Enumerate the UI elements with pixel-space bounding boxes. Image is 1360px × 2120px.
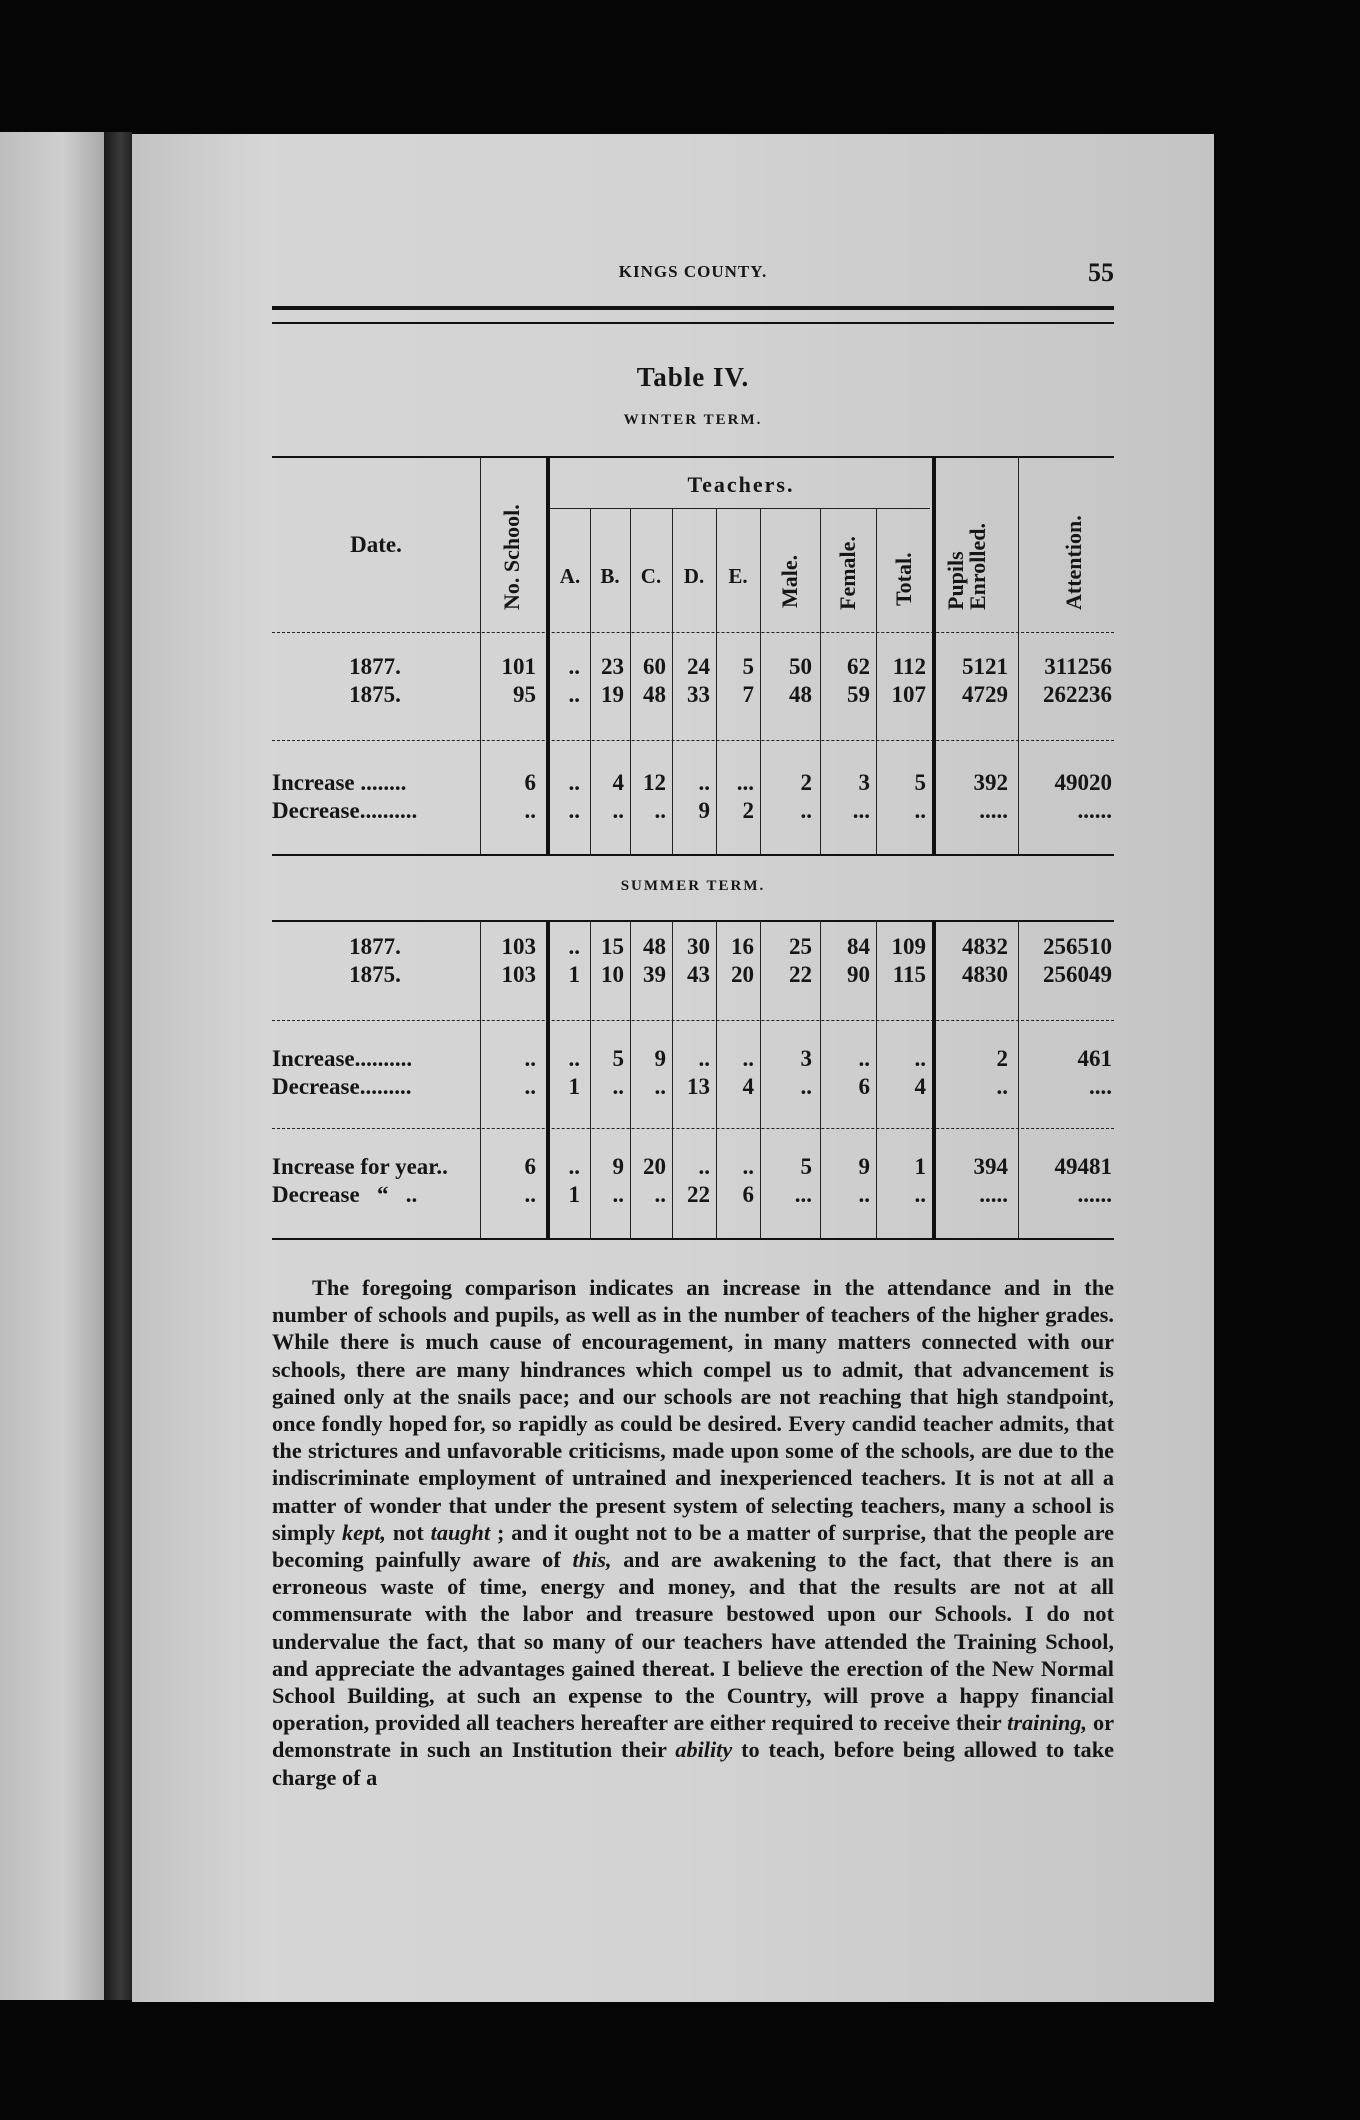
cell-d: 9 bbox=[698, 798, 710, 823]
text-run: or demonstrate in such an Institution their bbox=[272, 1710, 1114, 1763]
row-date: 1875. bbox=[349, 682, 401, 707]
table-row bbox=[272, 934, 1114, 962]
facing-page-edge bbox=[0, 132, 104, 2000]
cell-pupils: 4830 bbox=[962, 962, 1008, 987]
cell-total: .. bbox=[914, 1182, 926, 1207]
cell-male: 50 bbox=[789, 654, 812, 679]
cell-female: .. bbox=[858, 1182, 870, 1207]
cell-attention: 311256 bbox=[1044, 654, 1112, 679]
cell-d: 33 bbox=[687, 682, 710, 707]
header-attention: Attention. bbox=[1061, 515, 1086, 610]
cell-total: 109 bbox=[891, 934, 926, 959]
header-enrolled: Enrolled. bbox=[965, 522, 990, 610]
cell-e: 20 bbox=[731, 962, 754, 987]
row-label: Decrease.......... bbox=[272, 798, 418, 823]
cell-male: 22 bbox=[789, 962, 812, 987]
cell-d: 24 bbox=[687, 654, 710, 679]
cell-male: 25 bbox=[789, 934, 812, 959]
cell-a: .. bbox=[568, 682, 580, 707]
cell-school: 103 bbox=[501, 962, 536, 987]
cell-total: .. bbox=[914, 798, 926, 823]
table-row bbox=[272, 1074, 1114, 1102]
cell-b: .. bbox=[612, 1182, 624, 1207]
cell-female: 9 bbox=[858, 1154, 870, 1179]
cell-male: 3 bbox=[800, 1046, 812, 1071]
cell-b: 15 bbox=[601, 934, 624, 959]
cell-male: ... bbox=[794, 1182, 812, 1207]
cell-male: 2 bbox=[800, 770, 812, 795]
header-teachers: Teachers. bbox=[687, 472, 795, 497]
cell-pupils: ..... bbox=[979, 798, 1008, 823]
cell-e: ... bbox=[736, 770, 754, 795]
cell-attention: ...... bbox=[1077, 798, 1112, 823]
cell-c: .. bbox=[654, 1182, 666, 1207]
text-run: ; and it ought not to be a matter of surprise, that the people are becoming painfully aware of bbox=[272, 1519, 1114, 1573]
cell-pupils: 2 bbox=[996, 1046, 1008, 1071]
header-class-c: C. bbox=[640, 564, 662, 588]
summer-term-label: SUMMER TERM. bbox=[620, 878, 766, 894]
header-class-e: E. bbox=[728, 564, 748, 588]
cell-total: 112 bbox=[892, 654, 926, 679]
cell-pupils: 394 bbox=[973, 1154, 1008, 1179]
table-row bbox=[272, 1182, 1114, 1210]
cell-e: .. bbox=[742, 1046, 754, 1071]
text-run: and are awakening to the fact, that there is an erroneous waste of time, energy and money, and that the results are not at all commensurate with the labor and treasure bestowed upon our Schools. I do not undervalue the fact, that so many of our teachers have attended the Training School, and appreciate the advantages gained thereat. I believe the erection of the New Normal School Building, at such an expense to the Country, will prove a happy financial operation, provided all teachers hereafter are either required to receive their bbox=[272, 1547, 1114, 1736]
cell-a: .. bbox=[568, 798, 580, 823]
cell-a: .. bbox=[568, 1154, 580, 1179]
italic-ability: ability bbox=[675, 1737, 733, 1763]
cell-b: 9 bbox=[612, 1154, 624, 1179]
cell-b: 4 bbox=[612, 770, 624, 795]
row-date: 1877. bbox=[349, 934, 401, 959]
table-top-rule bbox=[272, 456, 1114, 458]
row-label: Increase ........ bbox=[272, 770, 407, 795]
cell-e: 6 bbox=[742, 1182, 754, 1207]
header-female: Female. bbox=[835, 536, 860, 610]
cell-d: 43 bbox=[687, 962, 710, 987]
page-number: 55 bbox=[1088, 258, 1114, 287]
cell-e: 5 bbox=[742, 654, 754, 679]
table-row bbox=[272, 1046, 1114, 1074]
cell-c: .. bbox=[654, 798, 666, 823]
cell-pupils: 5121 bbox=[962, 654, 1008, 679]
cell-school: .. bbox=[524, 1182, 536, 1207]
cell-total: 4 bbox=[914, 1074, 926, 1099]
cell-e: 2 bbox=[742, 798, 754, 823]
cell-attention: 262236 bbox=[1043, 682, 1112, 707]
cell-a: .. bbox=[568, 934, 580, 959]
cell-female: ... bbox=[852, 798, 870, 823]
italic-taught: taught bbox=[430, 1519, 491, 1545]
cell-male: .. bbox=[800, 1074, 812, 1099]
cell-school: .. bbox=[524, 1046, 536, 1071]
cell-d: 30 bbox=[687, 934, 710, 959]
cell-c: 9 bbox=[654, 1046, 666, 1071]
cell-b: 23 bbox=[601, 654, 624, 679]
cell-c: .. bbox=[654, 1074, 666, 1099]
cell-b: 5 bbox=[612, 1046, 624, 1071]
cell-c: 20 bbox=[643, 1154, 666, 1179]
row-label: Increase for year.. bbox=[272, 1154, 448, 1179]
table-row bbox=[272, 1154, 1114, 1182]
text-run: The foregoing comparison indicates an increase in the attendance and in the number of schools and pupils, as well as in the number of teachers of the higher grades. While there is much cause of encouragement, in many matters connected with our schools, there are many hindrances which compel us to admit, that advancement is gained only at the snails pace; and our schools are not reaching that high standpoint, once fondly hoped for, so rapidly as could be desired. Every candid teacher admits, that the strictures and unfavorable criticisms, made upon some of the schools, are due to the indiscriminate employment of untrained and inexperienced teachers. It is not at all a matter of wonder that under the present system of selecting teachers, many a school is simply bbox=[272, 1275, 1114, 1545]
teachers-group-rule bbox=[550, 508, 930, 509]
header-male: Male. bbox=[777, 554, 802, 608]
cell-a: 1 bbox=[568, 962, 580, 987]
cell-pupils: 392 bbox=[973, 770, 1008, 795]
cell-female: 90 bbox=[847, 962, 870, 987]
header-no-school: No. School. bbox=[499, 504, 524, 610]
cell-total: 1 bbox=[914, 1154, 926, 1179]
cell-b: .. bbox=[612, 1074, 624, 1099]
cell-female: 62 bbox=[847, 654, 870, 679]
cell-total: .. bbox=[914, 1046, 926, 1071]
cell-pupils: ..... bbox=[979, 1182, 1008, 1207]
cell-d: 13 bbox=[687, 1074, 710, 1099]
cell-attention: .... bbox=[1089, 1074, 1112, 1099]
text-run: not bbox=[386, 1519, 431, 1545]
cell-school: 6 bbox=[524, 1154, 536, 1179]
cell-attention: 461 bbox=[1077, 1046, 1112, 1071]
cell-e: 16 bbox=[731, 934, 754, 959]
cell-a: 1 bbox=[568, 1074, 580, 1099]
cell-pupils: .. bbox=[996, 1074, 1008, 1099]
cell-e: .. bbox=[742, 1154, 754, 1179]
cell-total: 5 bbox=[914, 770, 926, 795]
cell-c: 39 bbox=[643, 962, 666, 987]
cell-attention: 256510 bbox=[1043, 934, 1112, 959]
cell-attention: ...... bbox=[1077, 1182, 1112, 1207]
cell-school: 6 bbox=[524, 770, 536, 795]
header-class-a: A. bbox=[559, 564, 581, 588]
cell-school: 103 bbox=[501, 934, 536, 959]
cell-attention: 256049 bbox=[1043, 962, 1112, 987]
cell-a: 1 bbox=[568, 1182, 580, 1207]
cell-a: .. bbox=[568, 654, 580, 679]
cell-c: 48 bbox=[643, 682, 666, 707]
body-paragraph bbox=[272, 1274, 1114, 1791]
cell-total: 107 bbox=[891, 682, 926, 707]
cell-male: .. bbox=[800, 798, 812, 823]
winter-rows-rule bbox=[272, 740, 1114, 741]
italic-this: this, bbox=[572, 1547, 612, 1573]
cell-d: .. bbox=[698, 1046, 710, 1071]
cell-d: 22 bbox=[687, 1182, 710, 1207]
table-row bbox=[272, 682, 1114, 710]
cell-b: 19 bbox=[601, 682, 624, 707]
header-total: Total. bbox=[891, 552, 916, 606]
row-date: 1875. bbox=[349, 962, 401, 987]
header-date: Date. bbox=[350, 532, 402, 557]
summer-top-rule bbox=[272, 920, 1114, 922]
cell-e: 4 bbox=[742, 1074, 754, 1099]
cell-female: .. bbox=[858, 1046, 870, 1071]
table-bottom-rule bbox=[272, 1238, 1114, 1240]
cell-female: 6 bbox=[858, 1074, 870, 1099]
cell-female: 59 bbox=[847, 682, 870, 707]
table-row bbox=[272, 798, 1114, 826]
winter-term-label: WINTER TERM. bbox=[623, 412, 763, 428]
cell-school: 95 bbox=[513, 682, 536, 707]
row-label: Increase.......... bbox=[272, 1046, 413, 1071]
cell-d: .. bbox=[698, 770, 710, 795]
cell-attention: 49481 bbox=[1054, 1154, 1112, 1179]
italic-kept: kept, bbox=[342, 1519, 386, 1545]
book-gutter bbox=[104, 132, 132, 2000]
header-pupils: Pupils bbox=[943, 551, 968, 610]
cell-d: .. bbox=[698, 1154, 710, 1179]
cell-e: 7 bbox=[742, 682, 754, 707]
cell-school: .. bbox=[524, 798, 536, 823]
text-run: to teach, before being allowed to take charge of a bbox=[272, 1737, 1114, 1790]
running-head-title: KINGS COUNTY. bbox=[618, 262, 768, 281]
row-label: Decrease......... bbox=[272, 1074, 412, 1099]
cell-b: .. bbox=[612, 798, 624, 823]
cell-male: 48 bbox=[789, 682, 812, 707]
cell-b: 10 bbox=[601, 962, 624, 987]
cell-school: .. bbox=[524, 1074, 536, 1099]
summer-bottom-rule bbox=[272, 1128, 1114, 1129]
table-row bbox=[272, 770, 1114, 798]
summer-rows-rule bbox=[272, 1020, 1114, 1021]
header-class-b: B. bbox=[600, 564, 620, 588]
cell-a: .. bbox=[568, 1046, 580, 1071]
cell-c: 60 bbox=[643, 654, 666, 679]
row-date: 1877. bbox=[349, 654, 401, 679]
cell-a: .. bbox=[568, 770, 580, 795]
table-row bbox=[272, 654, 1114, 682]
winter-bottom-rule bbox=[272, 854, 1114, 856]
cell-pupils: 4832 bbox=[962, 934, 1008, 959]
italic-training: training, bbox=[1007, 1710, 1088, 1736]
document-page bbox=[132, 134, 1214, 2002]
cell-school: 101 bbox=[501, 654, 536, 679]
table-row bbox=[272, 962, 1114, 990]
body-text bbox=[272, 1274, 1114, 1791]
row-label: Decrease “ .. bbox=[272, 1182, 418, 1207]
cell-c: 12 bbox=[643, 770, 666, 795]
cell-female: 3 bbox=[858, 770, 870, 795]
cell-female: 84 bbox=[847, 934, 870, 959]
statistics-table bbox=[272, 134, 1114, 1244]
header-bottom-rule bbox=[272, 632, 1114, 633]
table-title: Table IV. bbox=[636, 362, 750, 392]
cell-total: 115 bbox=[892, 962, 926, 987]
cell-attention: 49020 bbox=[1054, 770, 1112, 795]
cell-c: 48 bbox=[643, 934, 666, 959]
cell-male: 5 bbox=[800, 1154, 812, 1179]
header-class-d: D. bbox=[683, 564, 705, 588]
cell-pupils: 4729 bbox=[962, 682, 1008, 707]
